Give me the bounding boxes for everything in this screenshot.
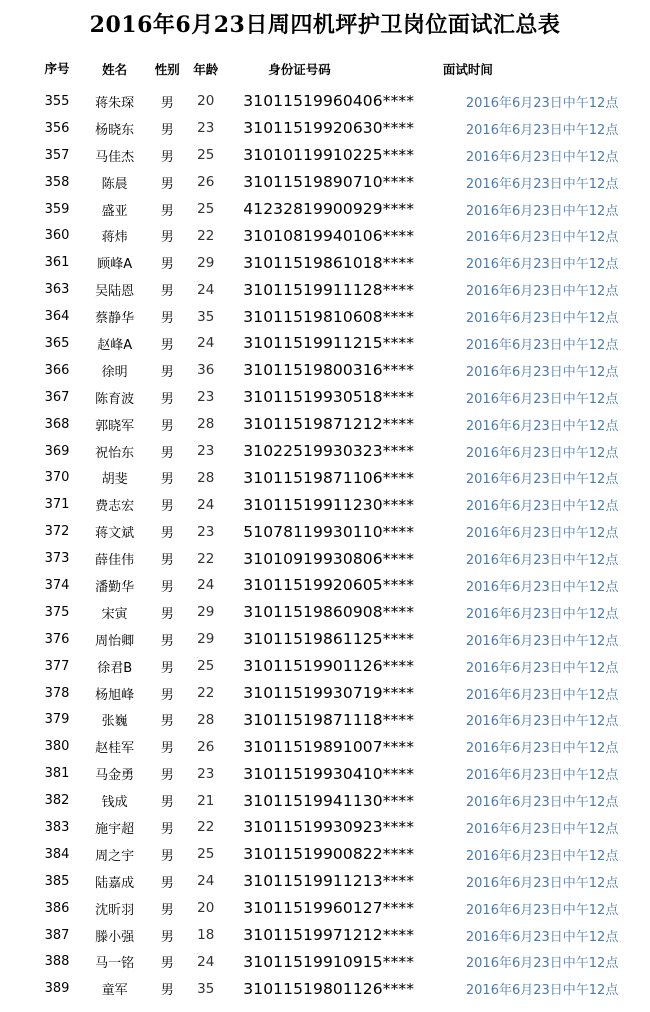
cell-id-number: 31011519910915**** bbox=[243, 952, 415, 971]
cell-name: 滕小强 bbox=[95, 929, 135, 945]
cell-name: 胡斐 bbox=[101, 472, 128, 488]
cell-name: 蒋炜 bbox=[101, 230, 128, 246]
cell-age: 23 bbox=[197, 389, 215, 406]
cell-id-number: 31011519871106**** bbox=[243, 468, 415, 487]
cell-gender: 男 bbox=[160, 956, 174, 972]
cell-name: 蔡静华 bbox=[95, 311, 135, 327]
cell-name: 潘勤华 bbox=[95, 579, 135, 595]
cell-no: 368 bbox=[44, 416, 70, 432]
cell-gender: 男 bbox=[160, 660, 174, 676]
cell-name: 祝怡东 bbox=[95, 445, 135, 461]
cell-gender: 男 bbox=[160, 983, 174, 999]
cell-age: 23 bbox=[197, 765, 215, 782]
cell-age: 36 bbox=[197, 362, 215, 379]
cell-name: 郭晓军 bbox=[95, 418, 135, 434]
cell-interview-time: 2016年6月23日中午12点 bbox=[465, 768, 619, 784]
cell-gender: 男 bbox=[160, 257, 174, 273]
cell-gender: 男 bbox=[160, 633, 174, 649]
table-row bbox=[34, 599, 650, 626]
table-row bbox=[34, 88, 650, 115]
cell-name: 盛亚 bbox=[101, 203, 128, 219]
cell-gender: 男 bbox=[160, 391, 174, 407]
cell-interview-time: 2016年6月23日中午12点 bbox=[465, 203, 619, 219]
cell-name: 蒋朱琛 bbox=[95, 95, 135, 111]
cell-age: 24 bbox=[197, 496, 215, 513]
cell-name: 宋寅 bbox=[101, 606, 128, 622]
cell-id-number: 31011519890710**** bbox=[243, 173, 415, 192]
cell-id-number: 31011519901126**** bbox=[243, 657, 415, 676]
cell-age: 22 bbox=[197, 227, 215, 244]
cell-no: 383 bbox=[44, 819, 70, 835]
table-row bbox=[34, 115, 650, 142]
cell-id-number: 31011519971212**** bbox=[243, 926, 415, 945]
cell-interview-time: 2016年6月23日中午12点 bbox=[465, 875, 619, 891]
cell-gender: 男 bbox=[160, 364, 174, 380]
cell-gender: 男 bbox=[160, 929, 174, 945]
cell-age: 28 bbox=[197, 416, 215, 433]
cell-interview-time: 2016年6月23日中午12点 bbox=[465, 821, 619, 837]
cell-gender: 男 bbox=[160, 284, 174, 300]
cell-gender: 男 bbox=[160, 579, 174, 595]
cell-interview-time: 2016年6月23日中午12点 bbox=[465, 902, 619, 918]
table-row bbox=[34, 868, 650, 895]
cell-gender: 男 bbox=[160, 149, 174, 165]
cell-no: 355 bbox=[44, 93, 70, 109]
cell-id-number: 31011519911213**** bbox=[243, 872, 415, 891]
cell-interview-time: 2016年6月23日中午12点 bbox=[465, 230, 619, 246]
cell-id-number: 31011519871212**** bbox=[243, 415, 415, 434]
table-row bbox=[34, 411, 650, 438]
header-id-number: 身份证号码 bbox=[268, 61, 331, 77]
cell-gender: 男 bbox=[160, 768, 174, 784]
cell-gender: 男 bbox=[160, 606, 174, 622]
table-row bbox=[34, 653, 650, 680]
cell-interview-time: 2016年6月23日中午12点 bbox=[465, 257, 619, 273]
cell-interview-time: 2016年6月23日中午12点 bbox=[465, 149, 619, 165]
cell-name: 周怡卿 bbox=[95, 633, 135, 649]
cell-interview-time: 2016年6月23日中午12点 bbox=[465, 983, 619, 999]
cell-interview-time: 2016年6月23日中午12点 bbox=[465, 122, 619, 138]
cell-id-number: 31010119910225**** bbox=[243, 146, 415, 165]
table-row bbox=[34, 518, 650, 545]
cell-age: 24 bbox=[197, 335, 215, 352]
cell-name: 沈昕羽 bbox=[95, 902, 135, 918]
cell-interview-time: 2016年6月23日中午12点 bbox=[465, 95, 619, 111]
cell-name: 吴陆恩 bbox=[95, 284, 135, 300]
table-row bbox=[34, 276, 650, 303]
cell-age: 25 bbox=[197, 147, 215, 164]
cell-age: 28 bbox=[197, 469, 215, 486]
cell-id-number: 31011519911215**** bbox=[243, 334, 415, 353]
cell-id-number: 51078119930110**** bbox=[243, 522, 415, 541]
table-row bbox=[34, 384, 650, 411]
cell-age: 24 bbox=[197, 577, 215, 594]
cell-age: 22 bbox=[197, 550, 215, 567]
cell-gender: 男 bbox=[160, 526, 174, 542]
cell-id-number: 31011519861018**** bbox=[243, 253, 415, 272]
cell-interview-time: 2016年6月23日中午12点 bbox=[465, 391, 619, 407]
cell-interview-time: 2016年6月23日中午12点 bbox=[465, 956, 619, 972]
cell-name: 童军 bbox=[101, 983, 128, 999]
cell-age: 25 bbox=[197, 658, 215, 675]
cell-no: 369 bbox=[44, 443, 70, 459]
cell-age: 29 bbox=[197, 604, 215, 621]
cell-gender: 男 bbox=[160, 499, 174, 515]
cell-interview-time: 2016年6月23日中午12点 bbox=[465, 472, 619, 488]
cell-no: 357 bbox=[44, 147, 70, 163]
cell-id-number: 41232819900929**** bbox=[243, 200, 415, 218]
cell-no: 378 bbox=[44, 685, 70, 701]
table-row bbox=[34, 249, 650, 276]
cell-gender: 男 bbox=[160, 714, 174, 730]
table-row bbox=[34, 438, 650, 465]
table-row bbox=[34, 680, 650, 707]
cell-gender: 男 bbox=[160, 687, 174, 703]
table-row bbox=[34, 975, 650, 1002]
cell-age: 24 bbox=[197, 953, 215, 970]
cell-no: 375 bbox=[44, 604, 70, 620]
table-row bbox=[34, 733, 650, 760]
cell-gender: 男 bbox=[160, 902, 174, 918]
cell-interview-time: 2016年6月23日中午12点 bbox=[465, 579, 619, 595]
table-row bbox=[34, 814, 650, 841]
cell-no: 381 bbox=[44, 766, 70, 782]
cell-age: 26 bbox=[197, 738, 215, 755]
cell-interview-time: 2016年6月23日中午12点 bbox=[465, 311, 619, 327]
cell-no: 386 bbox=[44, 900, 70, 916]
cell-no: 379 bbox=[44, 712, 70, 728]
cell-name: 马金勇 bbox=[95, 768, 135, 784]
cell-age: 26 bbox=[197, 174, 215, 191]
cell-id-number: 31011519861125**** bbox=[243, 630, 415, 649]
cell-interview-time: 2016年6月23日中午12点 bbox=[465, 741, 619, 757]
cell-no: 363 bbox=[44, 282, 70, 298]
header-interview-time: 面试时间 bbox=[442, 61, 493, 77]
cell-age: 18 bbox=[197, 927, 215, 944]
cell-no: 382 bbox=[44, 793, 70, 809]
table-row bbox=[34, 841, 650, 868]
cell-interview-time: 2016年6月23日中午12点 bbox=[465, 929, 619, 945]
cell-no: 389 bbox=[44, 981, 70, 997]
cell-interview-time: 2016年6月23日中午12点 bbox=[465, 526, 619, 542]
cell-age: 25 bbox=[197, 846, 215, 863]
cell-interview-time: 2016年6月23日中午12点 bbox=[465, 337, 619, 353]
cell-id-number: 31011519930518**** bbox=[243, 388, 415, 407]
table-row bbox=[34, 142, 650, 169]
interview-summary-table bbox=[34, 50, 650, 1002]
cell-no: 384 bbox=[44, 846, 70, 862]
cell-name: 马佳杰 bbox=[95, 149, 135, 165]
cell-interview-time: 2016年6月23日中午12点 bbox=[465, 848, 619, 864]
table-row bbox=[34, 169, 650, 196]
cell-gender: 男 bbox=[160, 311, 174, 327]
cell-no: 380 bbox=[44, 739, 70, 755]
cell-no: 367 bbox=[44, 389, 70, 405]
cell-id-number: 31011519860908**** bbox=[243, 603, 415, 622]
cell-interview-time: 2016年6月23日中午12点 bbox=[465, 606, 619, 622]
cell-interview-time: 2016年6月23日中午12点 bbox=[465, 660, 619, 676]
header-gender: 性别 bbox=[154, 61, 180, 77]
cell-name: 薛佳伟 bbox=[95, 553, 135, 569]
table-row bbox=[34, 545, 650, 572]
cell-id-number: 31011519960406**** bbox=[243, 92, 415, 111]
cell-no: 360 bbox=[44, 228, 70, 244]
cell-id-number: 31011519911230**** bbox=[243, 495, 415, 514]
header-age: 年龄 bbox=[193, 61, 219, 77]
cell-interview-time: 2016年6月23日中午12点 bbox=[465, 445, 619, 461]
cell-age: 22 bbox=[197, 819, 215, 836]
table-row bbox=[34, 196, 650, 223]
cell-name: 施宇超 bbox=[95, 821, 135, 837]
cell-id-number: 31010819940106**** bbox=[243, 226, 415, 245]
cell-name: 陈育波 bbox=[95, 391, 135, 407]
cell-id-number: 31011519930410**** bbox=[243, 764, 415, 783]
cell-name: 赵桂军 bbox=[95, 741, 135, 757]
cell-age: 29 bbox=[197, 254, 215, 271]
cell-id-number: 31022519930323**** bbox=[243, 442, 415, 461]
cell-age: 23 bbox=[197, 120, 215, 137]
cell-interview-time: 2016年6月23日中午12点 bbox=[465, 499, 619, 515]
cell-interview-time: 2016年6月23日中午12点 bbox=[465, 364, 619, 380]
table-row bbox=[34, 330, 650, 357]
cell-no: 366 bbox=[44, 362, 70, 378]
cell-no: 377 bbox=[44, 658, 70, 674]
cell-name: 徐明 bbox=[101, 364, 128, 380]
cell-gender: 男 bbox=[160, 875, 174, 891]
cell-no: 361 bbox=[44, 255, 70, 271]
cell-age: 35 bbox=[197, 308, 215, 325]
cell-id-number: 31011519891007**** bbox=[243, 737, 415, 756]
cell-no: 385 bbox=[44, 873, 70, 889]
cell-gender: 男 bbox=[160, 176, 174, 192]
table-row bbox=[34, 626, 650, 653]
table-row bbox=[34, 949, 650, 976]
cell-id-number: 31011519920605**** bbox=[243, 576, 415, 595]
cell-gender: 男 bbox=[160, 337, 174, 353]
table-row bbox=[34, 787, 650, 814]
cell-no: 364 bbox=[44, 309, 70, 325]
cell-id-number: 31011519800316**** bbox=[243, 361, 415, 380]
cell-gender: 男 bbox=[160, 848, 174, 864]
table-row bbox=[34, 760, 650, 787]
cell-no: 376 bbox=[44, 631, 70, 647]
cell-id-number: 31011519911128**** bbox=[243, 280, 415, 299]
cell-gender: 男 bbox=[160, 553, 174, 569]
cell-no: 365 bbox=[44, 335, 70, 351]
cell-name: 马一铭 bbox=[95, 956, 135, 972]
cell-name: 徐君B bbox=[97, 660, 133, 676]
cell-interview-time: 2016年6月23日中午12点 bbox=[465, 714, 619, 730]
table-row bbox=[34, 895, 650, 922]
cell-age: 35 bbox=[197, 980, 215, 997]
cell-age: 29 bbox=[197, 631, 215, 648]
cell-name: 钱成 bbox=[101, 795, 128, 811]
table-row bbox=[34, 706, 650, 733]
cell-no: 387 bbox=[44, 927, 70, 943]
cell-age: 23 bbox=[197, 443, 215, 460]
cell-no: 372 bbox=[44, 524, 70, 540]
cell-no: 388 bbox=[44, 954, 70, 970]
cell-no: 356 bbox=[44, 120, 70, 136]
cell-age: 22 bbox=[197, 685, 215, 702]
cell-id-number: 31011519960127**** bbox=[243, 899, 415, 918]
cell-id-number: 31011519871118**** bbox=[243, 710, 415, 729]
table-row bbox=[34, 572, 650, 599]
cell-id-number: 31011519930923**** bbox=[243, 818, 415, 837]
cell-interview-time: 2016年6月23日中午12点 bbox=[465, 633, 619, 649]
cell-id-number: 31011519801126**** bbox=[243, 979, 415, 998]
table-row bbox=[34, 222, 650, 249]
cell-gender: 男 bbox=[160, 795, 174, 811]
header-name: 姓名 bbox=[102, 61, 128, 77]
cell-name: 张巍 bbox=[101, 714, 128, 730]
cell-name: 杨旭峰 bbox=[95, 687, 135, 703]
cell-id-number: 31010919930806**** bbox=[243, 549, 415, 568]
table-row bbox=[34, 357, 650, 384]
table-row bbox=[34, 464, 650, 491]
cell-age: 23 bbox=[197, 523, 215, 540]
cell-age: 24 bbox=[197, 281, 215, 298]
cell-gender: 男 bbox=[160, 472, 174, 488]
cell-name: 费志宏 bbox=[95, 499, 135, 515]
cell-name: 蒋文斌 bbox=[95, 526, 135, 542]
cell-age: 21 bbox=[197, 792, 215, 809]
cell-no: 358 bbox=[44, 174, 70, 190]
table-row bbox=[34, 303, 650, 330]
cell-gender: 男 bbox=[160, 445, 174, 461]
cell-gender: 男 bbox=[160, 418, 174, 434]
cell-age: 28 bbox=[197, 711, 215, 728]
cell-id-number: 31011519920630**** bbox=[243, 119, 415, 138]
cell-interview-time: 2016年6月23日中午12点 bbox=[465, 176, 619, 192]
cell-id-number: 31011519941130**** bbox=[243, 791, 415, 810]
cell-age: 20 bbox=[197, 93, 215, 110]
cell-interview-time: 2016年6月23日中午12点 bbox=[465, 795, 619, 811]
cell-age: 20 bbox=[197, 900, 215, 917]
cell-gender: 男 bbox=[160, 203, 174, 219]
cell-name: 周之宇 bbox=[95, 848, 135, 864]
table-header-row bbox=[34, 50, 650, 88]
cell-name: 陈晨 bbox=[101, 176, 128, 192]
cell-no: 374 bbox=[44, 577, 70, 593]
table-row bbox=[34, 922, 650, 949]
cell-interview-time: 2016年6月23日中午12点 bbox=[465, 687, 619, 703]
cell-no: 373 bbox=[44, 551, 70, 567]
cell-no: 371 bbox=[44, 497, 70, 513]
cell-age: 24 bbox=[197, 873, 215, 890]
cell-gender: 男 bbox=[160, 821, 174, 837]
cell-name: 顾峰A bbox=[97, 257, 133, 273]
cell-id-number: 31011519930719**** bbox=[243, 684, 415, 703]
cell-gender: 男 bbox=[160, 230, 174, 246]
cell-name: 陆嘉成 bbox=[95, 875, 135, 891]
header-no: 序号 bbox=[44, 61, 70, 76]
cell-gender: 男 bbox=[160, 122, 174, 138]
page-title: 2016年6月23日周四机坪护卫岗位面试汇总表 bbox=[89, 12, 561, 38]
cell-interview-time: 2016年6月23日中午12点 bbox=[465, 418, 619, 434]
cell-interview-time: 2016年6月23日中午12点 bbox=[465, 284, 619, 300]
cell-gender: 男 bbox=[160, 741, 174, 757]
cell-name: 赵峰A bbox=[97, 337, 133, 353]
cell-name: 杨晓东 bbox=[95, 122, 135, 138]
cell-gender: 男 bbox=[160, 95, 174, 111]
cell-id-number: 31011519810608**** bbox=[243, 307, 415, 326]
cell-age: 25 bbox=[197, 201, 215, 217]
cell-no: 370 bbox=[44, 470, 70, 486]
table-body bbox=[34, 88, 650, 1002]
table-row bbox=[34, 491, 650, 518]
cell-no: 359 bbox=[44, 201, 70, 217]
cell-interview-time: 2016年6月23日中午12点 bbox=[465, 553, 619, 569]
cell-id-number: 31011519900822**** bbox=[243, 845, 415, 864]
